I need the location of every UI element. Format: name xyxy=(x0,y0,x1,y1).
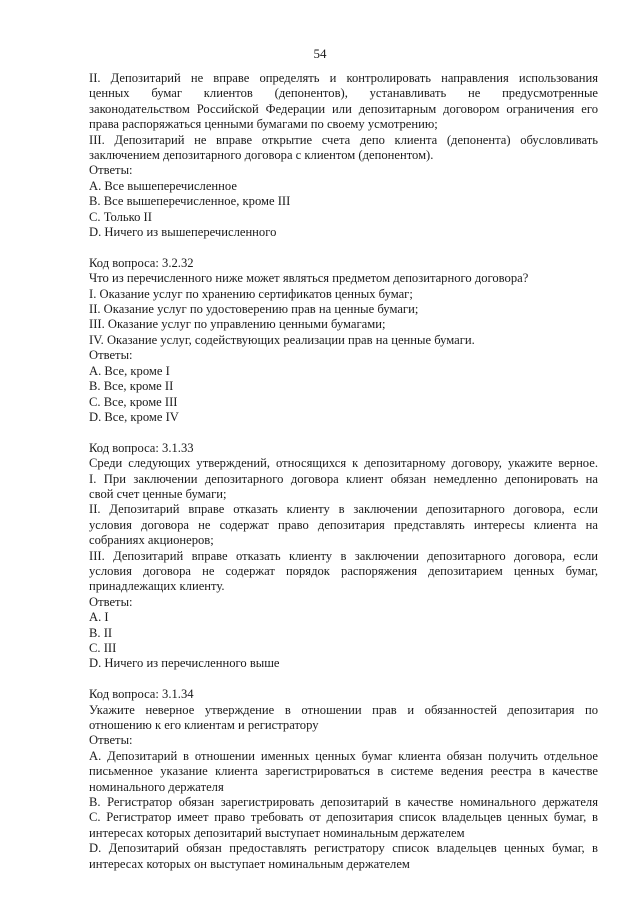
text-line: I. При заключении депозитарного договора клиент обязан немедленно депонировать на xyxy=(89,471,598,486)
text-line: условия договора не содержат право депозитария представлять интересы клиента на xyxy=(89,517,598,532)
text-line: отношению к его клиентам и регистратору xyxy=(89,718,319,733)
text-line: C. Только II xyxy=(89,209,152,224)
text-line: II. Оказание услуг по удостоверению прав на ценные бумаги; xyxy=(89,302,419,317)
text-line: Ответы: xyxy=(89,348,133,363)
text-line: II. Депозитарий вправе отказать клиенту в заключении депозитарного договора, если xyxy=(89,502,598,517)
text-line: интересах которых он выступает номинальным держателем xyxy=(89,856,410,871)
text-line: III. Депозитарий не вправе открытие счета депо клиента (депонента) обусловливать xyxy=(89,132,598,147)
document-body xyxy=(89,71,598,872)
text-line: письменное указание клиента зарегистрироваться в системе ведения реестра в качестве xyxy=(89,764,598,779)
text-line: свой счет ценные бумаги; xyxy=(89,486,227,501)
text-line: ценных бумаг клиентов (депонентов), устанавливать не предусмотренные xyxy=(89,86,598,101)
text-line: I. Оказание услуг по хранению сертификатов ценных бумаг; xyxy=(89,286,413,301)
text-line: III. Депозитарий вправе отказать клиенту в заключении депозитарного договора, если xyxy=(89,548,598,563)
text-line: собраниях акционеров; xyxy=(89,533,214,548)
text-line: D. Депозитарий обязан предоставлять регистратору список владельцев ценных бумаг, в xyxy=(89,841,598,856)
text-line: интересах которых депозитарий выступает номинальным держателем xyxy=(89,825,465,840)
text-line: C. Все, кроме III xyxy=(89,394,178,409)
text-line: Укажите неверное утверждение в отношении прав и обязанностей депозитария по xyxy=(89,702,598,717)
question-block xyxy=(89,256,598,425)
text-line: D. Ничего из вышеперечисленного xyxy=(89,225,277,240)
text-line: условия договора не содержат порядок распоряжения депозитарием ценных бумаг, xyxy=(89,563,598,578)
text-line: II. Депозитарий не вправе определять и контролировать направления использования xyxy=(89,71,598,85)
text-line: A. Все вышеперечисленное xyxy=(89,178,237,193)
text-line: Ответы: xyxy=(89,733,133,748)
text-line: C. Регистратор имеет право требовать от депозитария список владельцев ценных бумаг, в xyxy=(89,810,598,825)
text-line: B. Все, кроме II xyxy=(89,379,174,394)
question-block xyxy=(89,687,598,872)
text-line: B. Все вышеперечисленное, кроме III xyxy=(89,194,291,209)
text-line: A. Депозитарий в отношении именных ценных бумаг клиента обязан получить отдельное xyxy=(89,748,598,763)
text-line: Код вопроса: 3.2.32 xyxy=(89,255,194,270)
block-gap xyxy=(89,240,598,255)
text-line: Ответы: xyxy=(89,594,133,609)
block-gap xyxy=(89,672,598,687)
text-line: Код вопроса: 3.1.33 xyxy=(89,440,194,455)
text-line: A. Все, кроме I xyxy=(89,363,170,378)
text-line: права распоряжаться ценными бумагами по своему усмотрению; xyxy=(89,117,438,132)
text-line: номинального держателя xyxy=(89,779,224,794)
text-line: C. III xyxy=(89,641,117,655)
text-line: B. II xyxy=(89,625,113,640)
text-line: законодательством Российской Федерации или депозитарным договором ограничения его xyxy=(89,101,598,116)
text-line: Что из перечисленного ниже может являться предметом депозитарного договора? xyxy=(89,271,529,286)
page-number: 54 xyxy=(313,46,327,61)
text-line: D. Все, кроме IV xyxy=(89,409,179,424)
text-line: IV. Оказание услуг, содействующих реализации прав на ценные бумаги. xyxy=(89,332,475,347)
text-line: заключением депозитарного договора с клиентом (депонентом). xyxy=(89,148,434,163)
text-line: A. I xyxy=(89,610,109,625)
text-line: III. Оказание услуг по управлению ценными бумагами; xyxy=(89,317,386,332)
question-block xyxy=(89,71,598,240)
question-block xyxy=(89,441,598,672)
block-gap xyxy=(89,425,598,440)
text-line: Код вопроса: 3.1.34 xyxy=(89,687,194,702)
text-line: B. Регистратор обязан зарегистрировать депозитарий в качестве номинального держателя xyxy=(89,795,598,810)
text-line: Ответы: xyxy=(89,163,133,178)
text-line: D. Ничего из перечисленного выше xyxy=(89,656,280,671)
text-line: Среди следующих утверждений, относящихся к депозитарному договору, укажите верное. xyxy=(89,456,598,471)
text-line: принадлежащих клиенту. xyxy=(89,579,225,594)
